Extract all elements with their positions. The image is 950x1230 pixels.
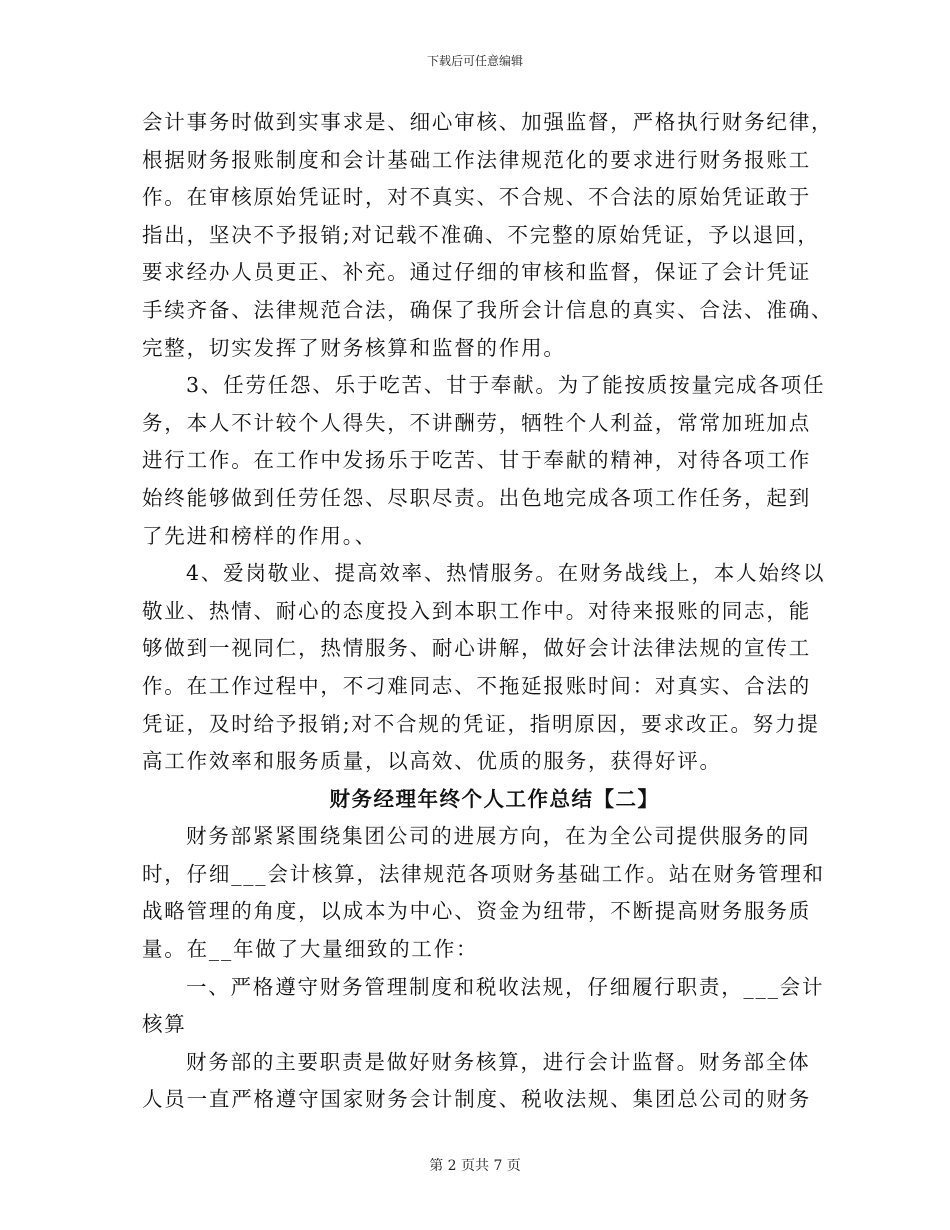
text-line: 财务部紧紧围绕集团公司的进展方向，在为全公司提供服务的同 (186, 824, 811, 849)
text-line: 作。在工作过程中，不刁难同志、不拖延报账时间：对真实、合法的 (142, 673, 811, 698)
text-line: 根据财务报账制度和会计基础工作法律规范化的要求进行财务报账工 (142, 147, 811, 172)
text-line: 完整，切实发挥了财务核算和监督的作用。 (142, 335, 566, 360)
text-line: 始终能够做到任劳任怨、尽职尽责。出色地完成各项工作任务，起到 (142, 485, 811, 510)
text-line: 了先进和榜样的作用。、 (142, 523, 378, 548)
text-line: 财务部的主要职责是做好财务核算，进行会计监督。财务部全体 (186, 1049, 811, 1074)
text-line: 务，本人不计较个人得失，不讲酬劳，牺牲个人利益，常常加班加点 (142, 410, 811, 435)
text-line: 一、严格遵守财务管理制度和税收法规，仔细履行职责，___会计 (186, 974, 825, 999)
text-line: 要求经办人员更正、补充。通过仔细的审核和监督，保证了会计凭证 (142, 260, 811, 285)
text-line: 手续齐备、法律规范合法，确保了我所会计信息的真实、合法、准确、 (142, 297, 834, 322)
text-line: 核算 (142, 1012, 187, 1037)
text-line: 指出，坚决不予报销;对记载不准确、不完整的原始凭证，予以退回， (142, 222, 820, 247)
text-line: 高工作效率和服务质量，以高效、优质的服务，获得好评。 (142, 749, 722, 774)
text-line: 量。在__年做了大量细致的工作： (142, 937, 479, 962)
text-line: 作。在审核原始凭证时，对不真实、不合规、不合法的原始凭证敢于 (142, 185, 811, 210)
text-line: 4、爱岗敬业、提高效率、热情服务。在财务战线上，本人始终以 (186, 561, 826, 586)
text-line: 够做到一视同仁，热情服务、耐心讲解，做好会计法律法规的宣传工 (142, 636, 811, 661)
text-line: 人员一直严格遵守国家财务会计制度、税收法规、集团总公司的财务 (142, 1087, 811, 1112)
text-line: 时，仔细___会计核算，法律规范各项财务基础工作。站在财务管理和 (142, 861, 825, 886)
section-heading: 财务经理年终个人工作总结【二】 (329, 786, 660, 811)
text-line: 3、任劳任怨、乐于吃苦、甘于奉献。为了能按质按量完成各项任 (186, 373, 826, 398)
text-line: 会计事务时做到实事求是、细心审核、加强监督，严格执行财务纪律， (142, 110, 834, 134)
text-line: 敬业、热情、耐心的态度投入到本职工作中。对待来报账的同志，能 (142, 598, 811, 623)
page-footer: 第 2 页共 7 页 (429, 1158, 521, 1174)
text-line: 战略管理的角度，以成本为中心、资金为纽带，不断提高财务服务质 (142, 899, 811, 924)
page-header: 下载后可任意编辑 (426, 54, 523, 68)
document-body (142, 104, 834, 1119)
text-line: 进行工作。在工作中发扬乐于吃苦、甘于奉献的精神，对待各项工作 (142, 448, 811, 473)
text-line: 凭证，及时给予报销;对不合规的凭证，指明原因，要求改正。努力提 (142, 711, 820, 736)
